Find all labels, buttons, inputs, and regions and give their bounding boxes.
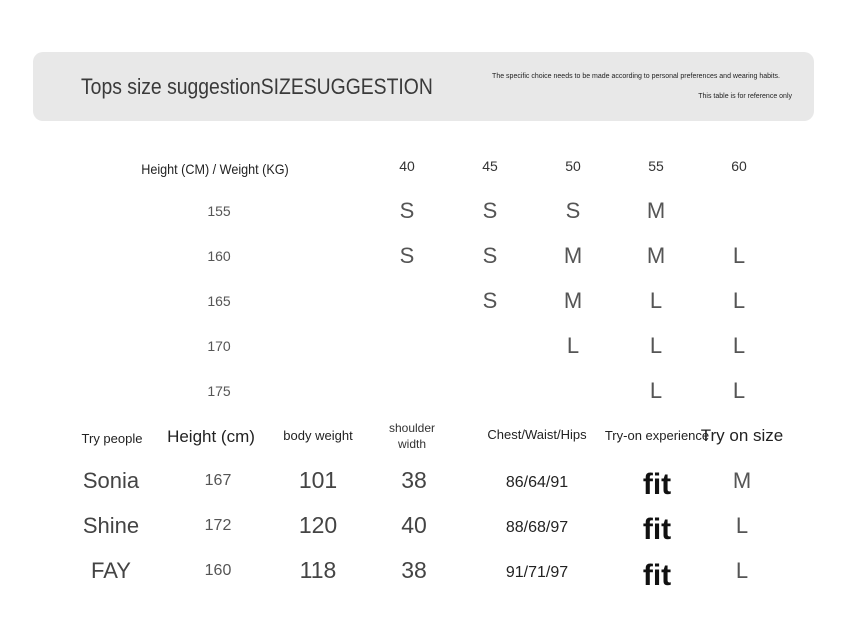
person-height: 167: [204, 472, 232, 489]
header-note-preferences: The specific choice needs to be made according to personal preferences and wearing habits.: [492, 73, 780, 80]
header-try-size: Try on size: [700, 426, 784, 445]
person-experience: fit: [642, 468, 672, 501]
person-experience: fit: [642, 513, 672, 546]
size-cell: S: [565, 198, 581, 223]
person-name: FAY: [91, 558, 131, 583]
header-height: Height (cm): [167, 427, 255, 446]
header-shoulder-width: [389, 420, 435, 452]
size-cell: S: [399, 243, 415, 268]
size-cell: S: [399, 198, 415, 223]
person-height: 172: [204, 517, 232, 534]
size-cell: M: [646, 198, 666, 223]
size-cell: L: [566, 333, 580, 358]
person-weight: 101: [298, 467, 338, 493]
header-try-people: Try people: [81, 431, 143, 446]
height-row-label: 175: [207, 383, 231, 399]
size-cell: M: [563, 288, 583, 313]
header-experience: Try-on experience: [604, 428, 710, 443]
size-cell: L: [732, 333, 746, 358]
size-cell: L: [649, 333, 663, 358]
person-name: Sonia: [82, 468, 140, 493]
person-experience: fit: [642, 559, 672, 592]
page-title: Tops size suggestionSIZESUGGESTION: [81, 74, 433, 99]
person-height: 160: [204, 562, 232, 579]
person-name: Shine: [82, 513, 140, 538]
size-cell: S: [482, 198, 498, 223]
size-cell: S: [482, 288, 498, 313]
person-try-size: M: [732, 468, 752, 493]
weight-header: 60: [731, 158, 747, 174]
weight-header: 45: [482, 158, 498, 174]
height-row-label: 155: [207, 203, 231, 219]
size-cell: L: [649, 288, 663, 313]
header-shoulder-line2: width: [397, 437, 426, 451]
header-body-weight: body weight: [283, 428, 353, 443]
height-row-label: 170: [207, 338, 231, 354]
person-measurements: 91/71/97: [505, 564, 569, 581]
size-cell: M: [563, 243, 583, 268]
person-measurements: 86/64/91: [505, 474, 569, 491]
person-weight: 120: [298, 512, 338, 538]
person-shoulder: 38: [401, 467, 427, 493]
size-cell: M: [646, 243, 666, 268]
weight-header: 55: [648, 158, 664, 174]
person-shoulder: 40: [401, 512, 427, 538]
weight-header: 50: [565, 158, 581, 174]
header-banner: [33, 52, 814, 121]
size-cell: L: [649, 378, 663, 403]
person-shoulder: 38: [401, 557, 427, 583]
weight-header: 40: [399, 158, 415, 174]
height-row-label: 160: [207, 248, 231, 264]
header-measurements: Chest/Waist/Hips: [487, 427, 587, 442]
size-cell: L: [732, 288, 746, 313]
person-weight: 118: [299, 557, 337, 583]
person-try-size: L: [735, 513, 749, 538]
header-note-reference: This table is for reference only: [698, 93, 792, 100]
size-cell: L: [732, 243, 746, 268]
size-chart-corner-label: Height (CM) / Weight (KG): [141, 161, 289, 177]
height-row-label: 165: [207, 293, 231, 309]
header-shoulder-line1: shoulder: [388, 421, 436, 435]
size-cell: S: [482, 243, 498, 268]
size-cell: L: [732, 378, 746, 403]
person-measurements: 88/68/97: [505, 519, 569, 536]
person-try-size: L: [735, 558, 749, 583]
